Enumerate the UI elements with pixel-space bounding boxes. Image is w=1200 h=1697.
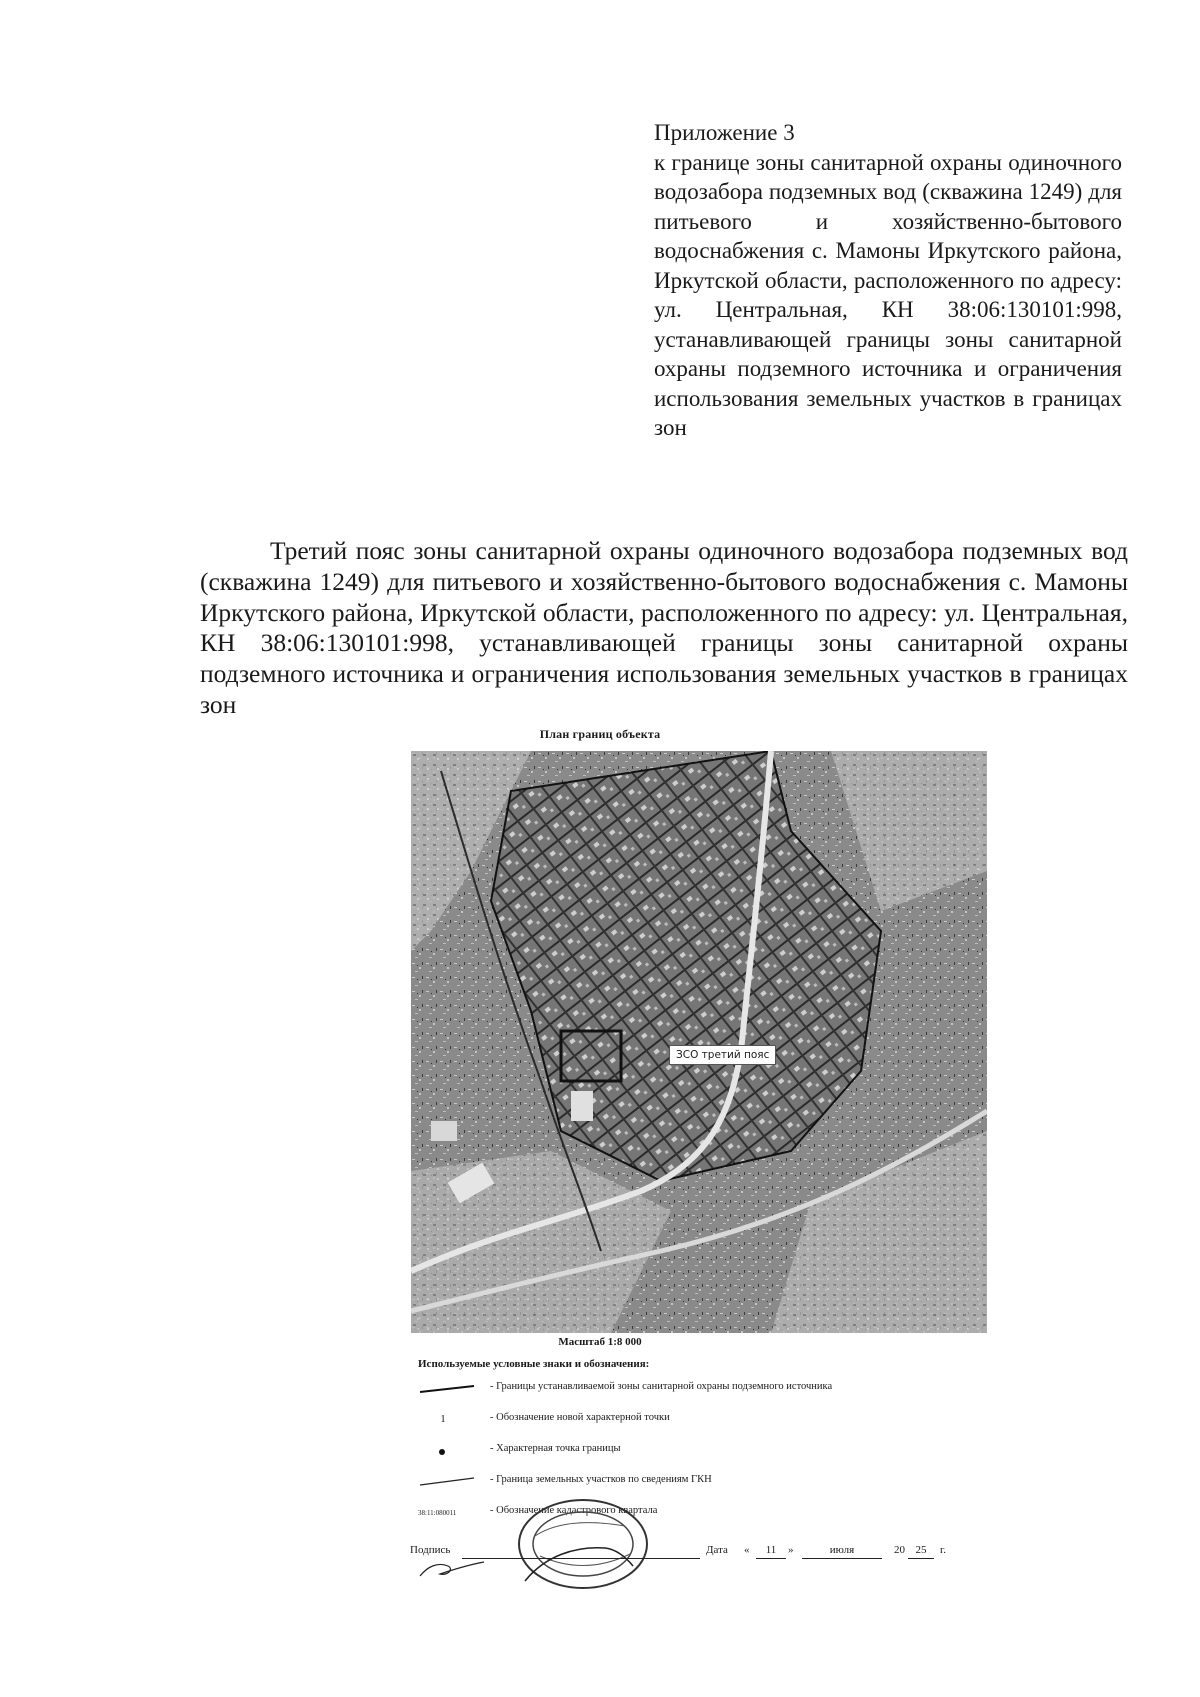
boundary-point-dot-icon — [418, 1438, 478, 1462]
cadastral-quarter-symbol: 38:11:080011 — [418, 1509, 457, 1517]
main-paragraph: Третий пояс зоны санитарной охраны одиночного водозабора подземных вод (скважина 1249) для питьевого и хозяйственно-бытового водоснабжения с. Мамоны Иркутского района, Иркутской области, расположенного по адресу: ул. Центральная, КН 38:06:130101:998, устанавливающей границы зоны санитарной охраны подземного источника и ограничения использования земельных участков в границах зон — [200, 536, 1128, 719]
legend-item — [418, 1438, 978, 1469]
legend-item-text: - Обозначение новой характерной точки — [490, 1412, 670, 1423]
site-plan-map — [411, 751, 987, 1333]
legend-item — [418, 1407, 978, 1438]
year-unit: г. — [940, 1544, 947, 1556]
signature-label: Подпись — [410, 1544, 451, 1556]
parcel-boundary-line-icon — [418, 1469, 478, 1493]
seal-stamp-icon — [505, 1486, 655, 1596]
date-day: 11 — [765, 1544, 777, 1556]
date-year: 25 — [915, 1544, 927, 1556]
date-open-quote: « — [744, 1544, 750, 1556]
signature-line — [462, 1558, 700, 1559]
month-line — [802, 1558, 882, 1559]
year-prefix: 20 — [894, 1544, 905, 1556]
zone-label: ЗСО третий пояс — [669, 1045, 776, 1065]
point-number-symbol: 1 — [440, 1413, 446, 1425]
appendix-title: Приложение 3 — [654, 120, 795, 145]
map-graphic — [411, 751, 987, 1333]
date-month: июля — [829, 1544, 855, 1556]
signature-row — [410, 1544, 980, 1574]
handwritten-signature-icon — [418, 1558, 488, 1582]
map-scale: Масштаб 1:8 000 — [558, 1336, 642, 1348]
zone-boundary-line-icon — [418, 1376, 478, 1400]
legend-item-text: - Характерная точка границы — [490, 1443, 621, 1454]
legend-item — [418, 1500, 978, 1531]
legend-item — [418, 1469, 978, 1500]
day-line — [756, 1558, 786, 1559]
plan-title: План границ объекта — [539, 727, 661, 741]
year-line — [908, 1558, 934, 1559]
legend-item-text: - Обозначение кадастрового квартала — [490, 1505, 658, 1516]
legend — [418, 1358, 978, 1531]
legend-heading: Используемые условные знаки и обозначения: — [418, 1358, 650, 1370]
date-close-quote: » — [788, 1544, 794, 1556]
legend-item-text: - Границы устанавливаемой зоны санитарной охраны подземного источника — [490, 1381, 833, 1392]
date-label: Дата — [706, 1544, 728, 1556]
appendix-header — [654, 118, 1122, 443]
appendix-text: к границе зоны санитарной охраны одиночного водозабора подземных вод (скважина 1249) для питьевого и хозяйственно-бытового водоснабжения с. Мамоны Иркутского района, Иркутской области, расположенного по адресу: ул. Центральная, КН 38:06:130101:998, устанавливающей границы зоны санитарной охраны подземного источника и ограничения использования земельных участков в границах зон — [654, 149, 1122, 440]
legend-item — [418, 1376, 978, 1407]
legend-item-text: - Граница земельных участков по сведениям ГКН — [490, 1474, 712, 1485]
